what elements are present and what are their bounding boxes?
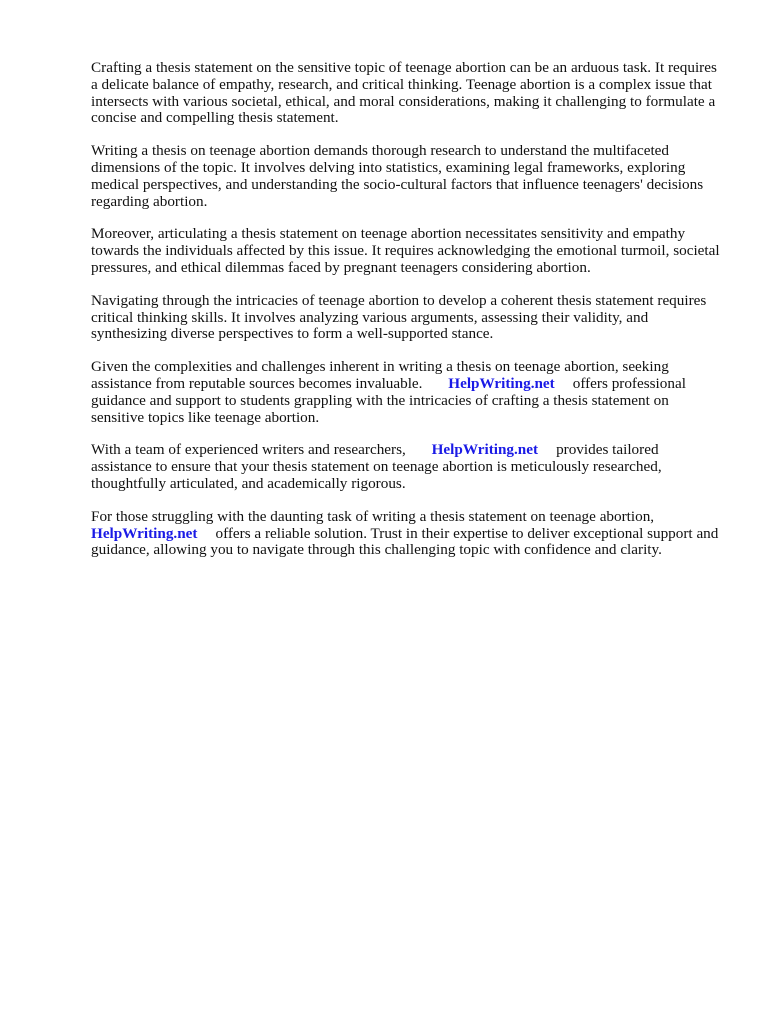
paragraph-6 — [91, 442, 721, 492]
paragraph-7-text-after: offers a reliable solution. Trust in their expertise to deliver exceptional support and guidance, allowing you to navigate through this challenging topic with confidence and clarity. — [91, 524, 719, 559]
paragraph-7 — [91, 509, 721, 559]
paragraph-6-text-after: provides tailored assistance to ensure that your thesis statement on teenage abortion is meticulously researched, thoughtfully articulated, and academically rigorous. — [91, 441, 662, 492]
paragraph-1: Crafting a thesis statement on the sensitive topic of teenage abortion can be an arduous task. It requires a delicate balance of empathy, research, and critical thinking. Teenage abortion is a complex issue that intersects with various societal, ethical, and moral considerations, making it challenging to formulate a concise and compelling thesis statement. — [91, 59, 717, 127]
helpwriting-link-2[interactable]: HelpWriting.net — [431, 441, 539, 459]
paragraph-7-text-before: For those struggling with the daunting task of writing a thesis statement on teenage abortion, — [91, 507, 655, 525]
paragraph-6-text-before: With a team of experienced writers and researchers, — [91, 441, 406, 459]
paragraph-5-text-before: Given the complexities and challenges inherent in writing a thesis on teenage abortion, seeking assistance from reputable sources becomes invaluable. — [91, 358, 669, 392]
helpwriting-link-3[interactable]: HelpWriting.net — [91, 524, 198, 542]
paragraph-5 — [91, 359, 721, 426]
paragraph-2: Writing a thesis on teenage abortion demands thorough research to understand the multifaceted dimensions of the topic. It involves delving into statistics, examining legal frameworks, exploring medical perspectives, and understanding the socio-cultural factors that influence teenagers' decisions regarding abortion. — [91, 142, 704, 210]
paragraph-3: Moreover, articulating a thesis statement on teenage abortion necessitates sensitivity and empathy towards the individuals affected by this issue. It requires acknowledging the emotional turmoil, societal pressures, and ethical dilemmas faced by pregnant teenagers considering abortion. — [91, 225, 720, 276]
paragraph-4: Navigating through the intricacies of teenage abortion to develop a coherent thesis statement requires critical thinking skills. It involves analyzing various arguments, assessing their validity, and synthesizing diverse perspectives to form a well-supported stance. — [91, 291, 707, 343]
document-page — [91, 60, 721, 575]
helpwriting-link-1[interactable]: HelpWriting.net — [448, 374, 555, 392]
paragraph-5-text-after: offers professional guidance and support to students grappling with the intricacies of crafting a thesis statement on sensitive topics like teenage abortion. — [91, 374, 686, 426]
